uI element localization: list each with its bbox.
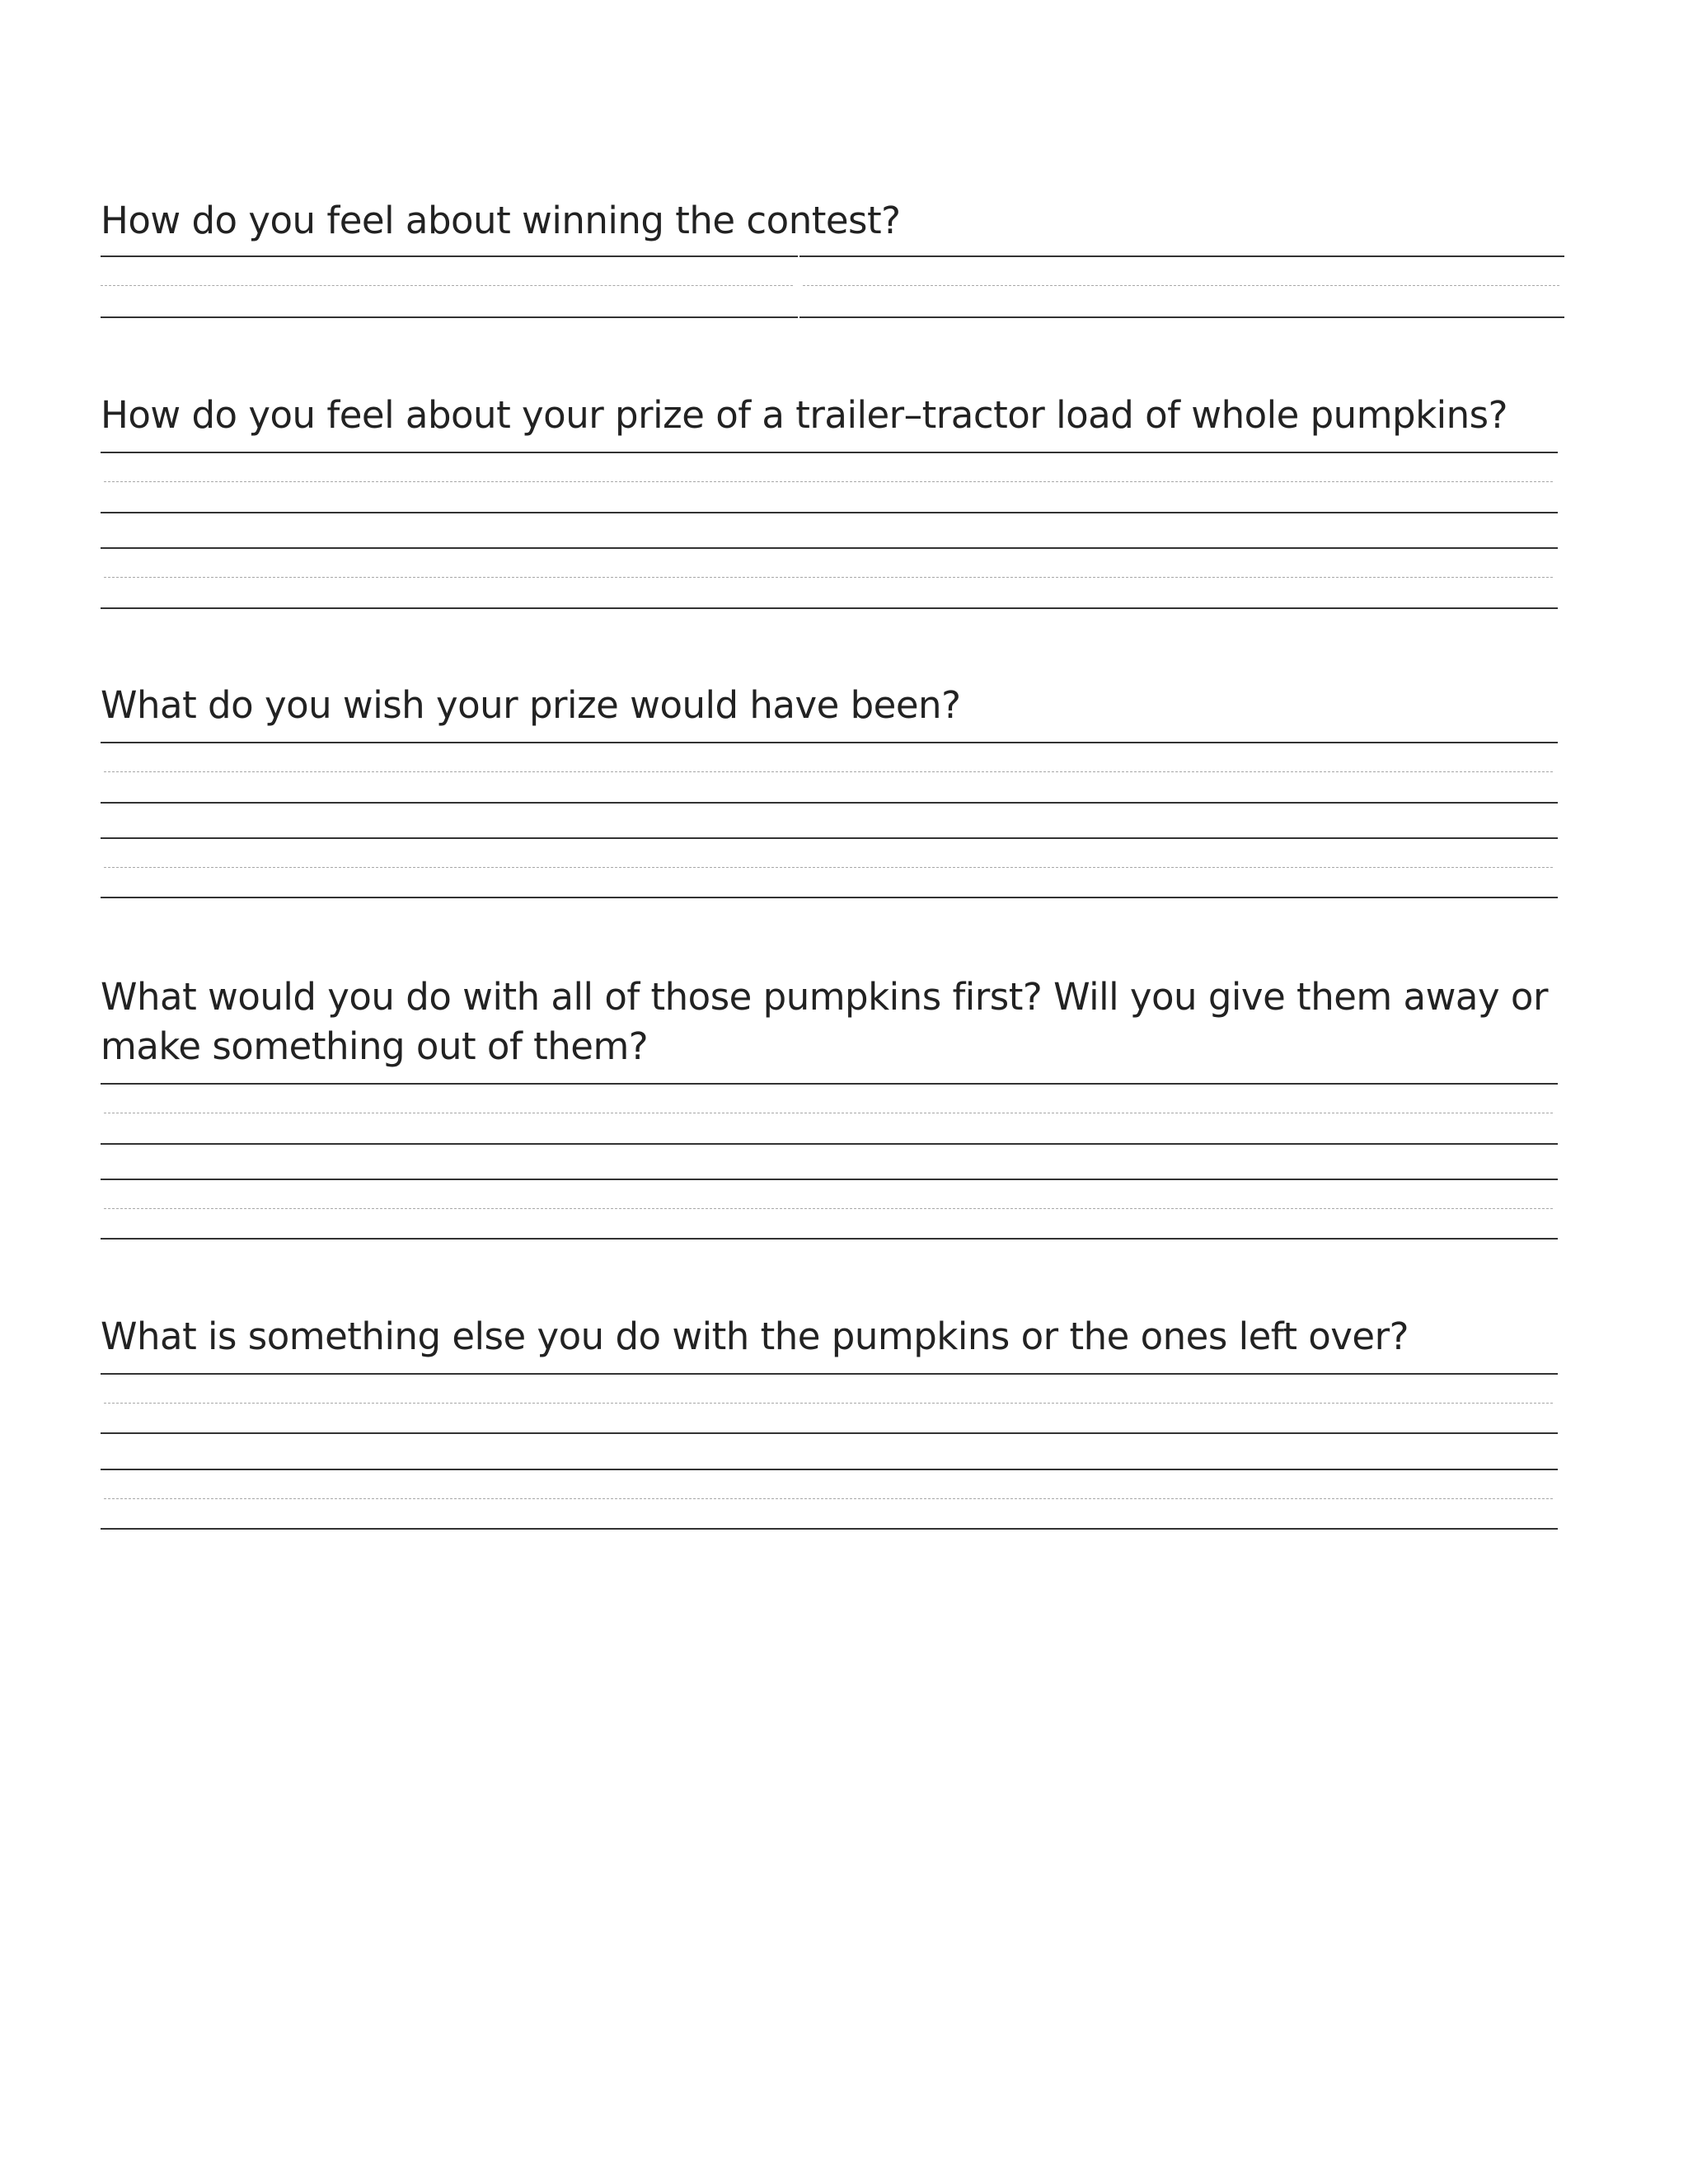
writing-line-solid [101, 1179, 1558, 1180]
writing-line-solid [101, 897, 1558, 898]
writing-line-solid [101, 255, 798, 257]
question-2-prompt: How do you feel about your prize of a trailer–tractor load of whole pumpkins? [101, 393, 1508, 437]
writing-line-solid [101, 837, 1558, 839]
writing-line-solid [101, 1469, 1558, 1470]
writing-line-dashed [104, 867, 1553, 868]
writing-line-solid [101, 742, 1558, 743]
writing-line-dashed [104, 1498, 1553, 1499]
writing-line-solid [799, 255, 1564, 257]
question-5-prompt: What is something else you do with the pumpkins or the ones left over? [101, 1315, 1409, 1358]
question-4-prompt: What would you do with all of those pumpkins first? Will you give them away or make something out of them? [101, 975, 1548, 1068]
writing-line-solid [799, 316, 1564, 318]
writing-line-solid [101, 1083, 1558, 1085]
writing-line-dashed [803, 285, 1559, 286]
writing-line-dashed [104, 1208, 1553, 1209]
writing-line-dashed [104, 771, 1553, 772]
writing-line-solid [101, 1373, 1558, 1375]
writing-line-solid [101, 316, 798, 318]
writing-line-solid [101, 1238, 1558, 1240]
writing-line-solid [101, 1528, 1558, 1530]
writing-line-dashed [104, 577, 1553, 578]
question-1-prompt: How do you feel about winning the contest? [101, 199, 901, 242]
writing-line-solid [101, 547, 1558, 549]
writing-line-solid [101, 802, 1558, 804]
writing-line-dashed [101, 285, 793, 286]
writing-line-dashed [104, 1403, 1553, 1404]
writing-line-solid [101, 1432, 1558, 1434]
writing-line-solid [101, 512, 1558, 513]
question-3-prompt: What do you wish your prize would have been? [101, 683, 961, 727]
writing-line-solid [101, 452, 1558, 453]
writing-line-dashed [104, 481, 1553, 482]
writing-line-solid [101, 1143, 1558, 1145]
writing-line-solid [101, 607, 1558, 609]
